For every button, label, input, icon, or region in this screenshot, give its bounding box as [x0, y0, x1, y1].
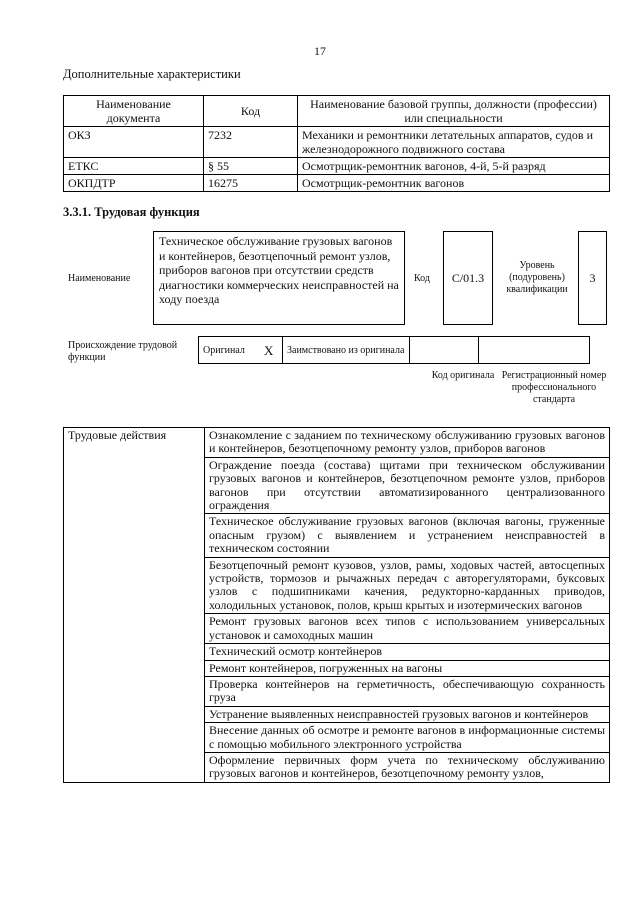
labor-action-item: Внесение данных об осмотре и ремонте вагонов в информационные системы с помощью мобильного электронного устройства [205, 723, 610, 753]
labor-actions-label: Трудовые действия [64, 428, 205, 783]
page-number: 17 [314, 44, 326, 58]
labor-action-item: Ремонт контейнеров, погруженных на вагоны [205, 660, 610, 676]
origin-table [198, 336, 590, 364]
code-cell: 7232 [204, 127, 298, 158]
code-label: Код [414, 273, 430, 284]
code-original-label: Код оригинала [431, 370, 495, 381]
table-row [64, 428, 610, 458]
labor-action-item: Проверка контейнеров на герметичность, обеспечивающую сохранность груза [205, 676, 610, 706]
doc-cell: ЕТКС [64, 158, 204, 175]
group-cell: Осмотрщик-ремонтник вагонов, 4-й, 5-й разряд [298, 158, 610, 175]
labor-action-item: Ограждение поезда (состава) щитами при техническом обслуживании грузовых вагонов и контейнеров, безотцепочном ремонте узлов, приборов вагонов при отсутствии автоматизированного централизованного ограждения [205, 457, 610, 514]
doc-cell: ОКЗ [64, 127, 204, 158]
origin-row [199, 337, 590, 364]
level-value-box: 3 [578, 231, 607, 325]
section-heading: Дополнительные характеристики [63, 67, 241, 81]
group-cell: Механики и ремонтники летательных аппаратов, судов и железнодорожного подвижного состава [298, 127, 610, 158]
group-cell: Осмотрщик-ремонтник вагонов [298, 175, 610, 192]
original-label: Оригинал [199, 337, 261, 364]
table-row [64, 158, 610, 175]
characteristics-table [63, 95, 610, 192]
table-row [64, 127, 610, 158]
borrowed-label: Заимствовано из оригинала [283, 337, 410, 364]
reg-number-label: Регистрационный номер профессионального стандарта [501, 370, 607, 405]
code-cell: 16275 [204, 175, 298, 192]
labor-action-item: Ремонт грузовых вагонов всех типов с использованием универсальных установок и самоходных машин [205, 614, 610, 644]
name-label: Наименование [68, 273, 131, 284]
doc-cell: ОКПДТР [64, 175, 204, 192]
original-mark: X [260, 337, 283, 364]
labor-action-item: Технический осмотр контейнеров [205, 644, 610, 660]
origin-label: Происхождение трудовой функции [68, 340, 178, 363]
code-cell: § 55 [204, 158, 298, 175]
header-code: Код [204, 96, 298, 127]
function-name-box: Техническое обслуживание грузовых вагонов и контейнеров, безотцепочный ремонт узлов, приборов вагонов при отсутствии средств диагностики коммерческих неисправностей на ходу поезда [153, 231, 405, 325]
table-row [64, 175, 610, 192]
reg-number-cell [479, 337, 590, 364]
labor-action-item: Устранение выявленных неисправностей грузовых вагонов и контейнеров [205, 706, 610, 722]
code-value-box: C/01.3 [443, 231, 493, 325]
table-header-row [64, 96, 610, 127]
header-document: Наименование документа [64, 96, 204, 127]
code-original-cell [410, 337, 479, 364]
labor-action-item: Оформление первичных форм учета по техническому обслуживанию грузовых вагонов и контейнеров, безотцепочному ремонту узлов, [205, 752, 610, 782]
labor-actions-table [63, 427, 610, 783]
header-group: Наименование базовой группы, должности (профессии) или специальности [298, 96, 610, 127]
labor-action-item: Ознакомление с заданием по техническому обслуживанию грузовых вагонов и контейнеров, безотцепочному ремонту узлов, приборов вагонов [205, 428, 610, 458]
level-label: Уровень (подуровень) квалификации [506, 260, 568, 295]
function-title: 3.3.1. Трудовая функция [63, 205, 200, 219]
labor-action-item: Техническое обслуживание грузовых вагонов (включая вагоны, груженные опасным грузом) с выявлением и устранением неисправностей в техническом состоянии [205, 514, 610, 557]
labor-action-item: Безотцепочный ремонт кузовов, узлов, рамы, ходовых частей, автосцепных устройств, тормозов и рычажных передач с авторегуляторами, буксовых узлов с подшипниками качения, редукторно-карданных приводов, холодильных установок, полов, крыш крытых и изотермических вагонов [205, 557, 610, 614]
